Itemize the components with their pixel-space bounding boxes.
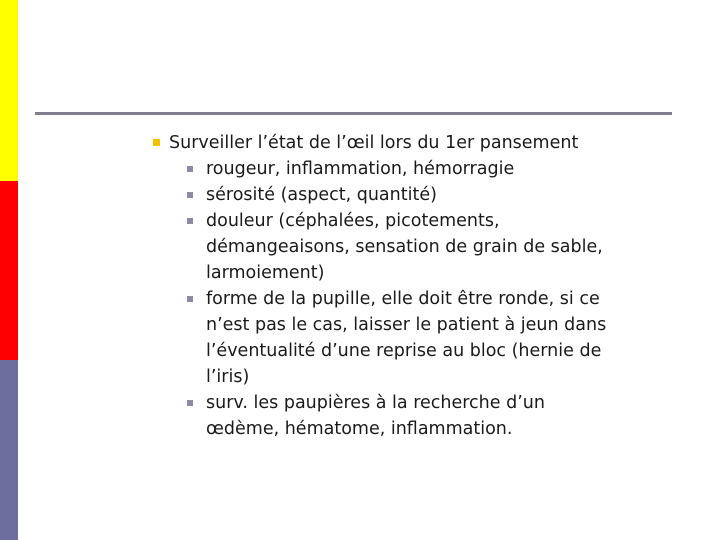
square-bullet-icon	[153, 139, 160, 146]
accent-stripe-blue	[0, 360, 18, 540]
sub-bullet-line: n’est pas le cas, laisser le patient à jeun dans	[206, 315, 607, 335]
square-bullet-icon	[187, 218, 193, 224]
square-bullet-icon	[187, 296, 193, 302]
sub-bullet-item	[152, 390, 682, 442]
sub-bullet-line: sérosité (aspect, quantité)	[206, 185, 437, 205]
sub-bullet-line: rougeur, inflammation, hémorragie	[206, 159, 515, 179]
sub-bullet-line: démangeaisons, sensation de grain de sable,	[206, 237, 603, 257]
sub-bullet-line: forme de la pupille, elle doit être ronde, si ce	[206, 289, 600, 309]
sub-bullet-line: douleur (céphalées, picotements,	[206, 211, 500, 231]
title-divider-rule	[35, 112, 672, 115]
square-bullet-icon	[187, 400, 193, 406]
sub-bullet-item	[152, 182, 682, 208]
accent-stripe-yellow	[0, 0, 18, 181]
sub-bullet-item	[152, 208, 682, 286]
main-bullet-text: Surveiller l’état de l’œil lors du 1er pansement	[169, 133, 579, 153]
sub-bullet-item	[152, 286, 682, 390]
accent-stripe-red	[0, 181, 18, 360]
main-bullet-item	[152, 130, 682, 156]
sub-bullet-line: larmoiement)	[206, 263, 325, 283]
slide-body	[152, 130, 682, 442]
sub-bullet-line: l’éventualité d’une reprise au bloc (hernie de	[206, 341, 602, 361]
sub-bullet-line: l’iris)	[206, 367, 250, 387]
sub-bullet-line: œdème, hématome, inflammation.	[206, 419, 513, 439]
sub-bullet-item	[152, 156, 682, 182]
sub-bullet-line: surv. les paupières à la recherche d’un	[206, 393, 545, 413]
square-bullet-icon	[187, 166, 193, 172]
square-bullet-icon	[187, 192, 193, 198]
